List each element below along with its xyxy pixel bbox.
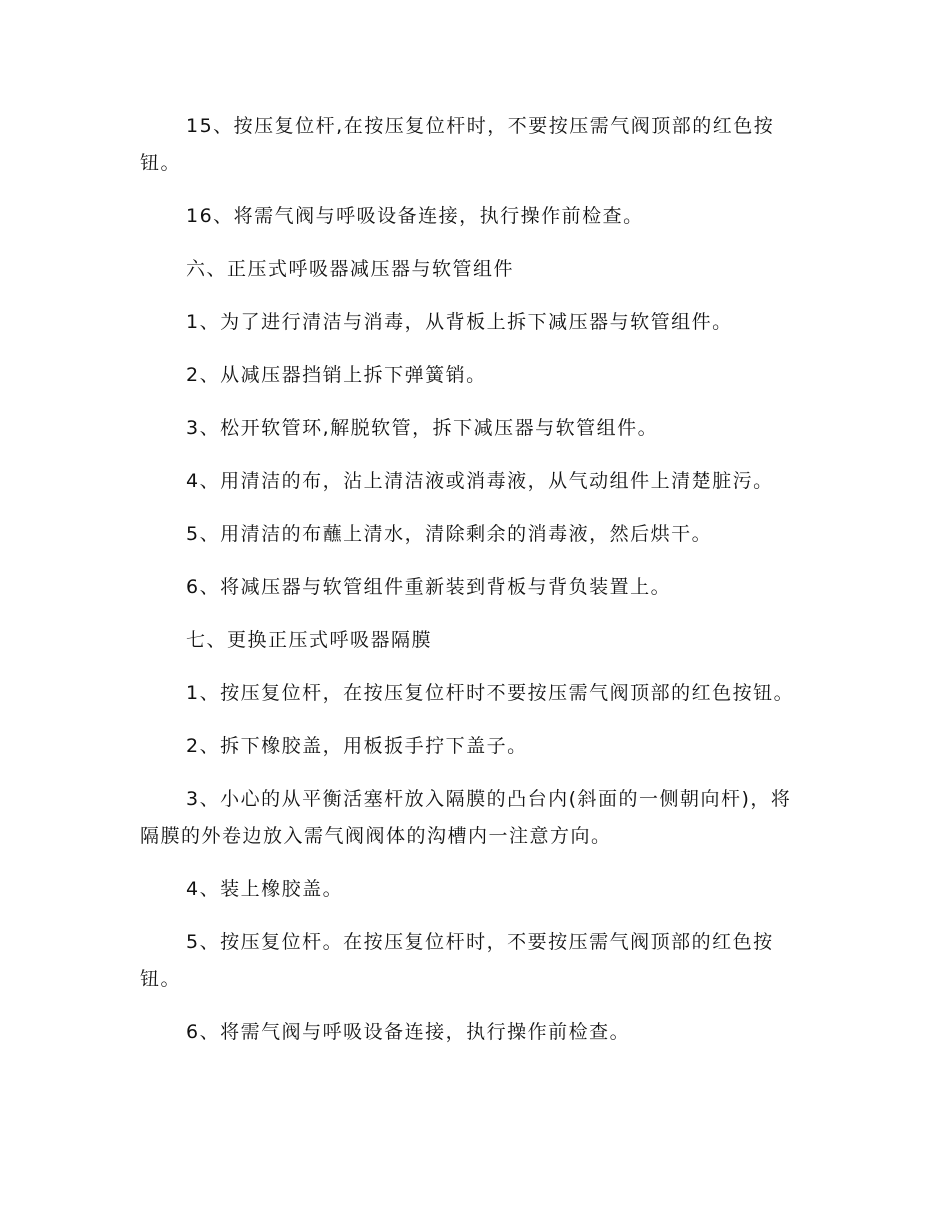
paragraph-s7-step-6: 6、将需气阀与呼吸设备连接，执行操作前检查。: [186, 1021, 631, 1043]
section-heading-6: 六、正压式呼吸器减压器与软管组件: [186, 258, 515, 280]
paragraph-s7-step-1: 1、按压复位杆，在按压复位杆时不要按压需气阀顶部的红色按钮。: [186, 682, 795, 704]
paragraph-step-15: 15、按压复位杆,在按压复位杆时，不要按压需气阀顶部的红色按钮。: [140, 115, 775, 174]
paragraph-s7-step-4: 4、装上橡胶盖。: [186, 878, 344, 900]
paragraph-s6-step-2: 2、从减压器挡销上拆下弹簧销。: [186, 364, 487, 386]
document-body: [140, 108, 810, 1051]
paragraph-s6-step-6: 6、将减压器与软管组件重新装到背板与背负装置上。: [186, 576, 672, 598]
paragraph-step-16: 16、将需气阀与呼吸设备连接，执行操作前检查。: [186, 205, 644, 227]
section-heading-7: 七、更换正压式呼吸器隔膜: [186, 629, 433, 651]
paragraph-s6-step-5: 5、用清洁的布蘸上清水，清除剩余的消毒液，然后烘干。: [186, 523, 713, 545]
paragraph-s7-step-3: 3、小心的从平衡活塞杆放入隔膜的凸台内(斜面的一侧朝向杆)，将隔膜的外卷边放入需气阀阀体的沟槽内一注意方向。: [140, 788, 792, 847]
paragraph-s6-step-1: 1、为了进行清洁与消毒，从背板上拆下减压器与软管组件。: [186, 311, 733, 333]
paragraph-s7-step-5: 5、按压复位杆。在按压复位杆时，不要按压需气阀顶部的红色按钮。: [140, 931, 774, 990]
paragraph-s7-step-2: 2、拆下橡胶盖，用板扳手拧下盖子。: [186, 735, 528, 757]
paragraph-s6-step-4: 4、用清洁的布，沾上清洁液或消毒液，从气动组件上清楚脏污。: [186, 470, 774, 492]
paragraph-s6-step-3: 3、松开软管环,解脱软管，拆下减压器与软管组件。: [186, 417, 659, 439]
